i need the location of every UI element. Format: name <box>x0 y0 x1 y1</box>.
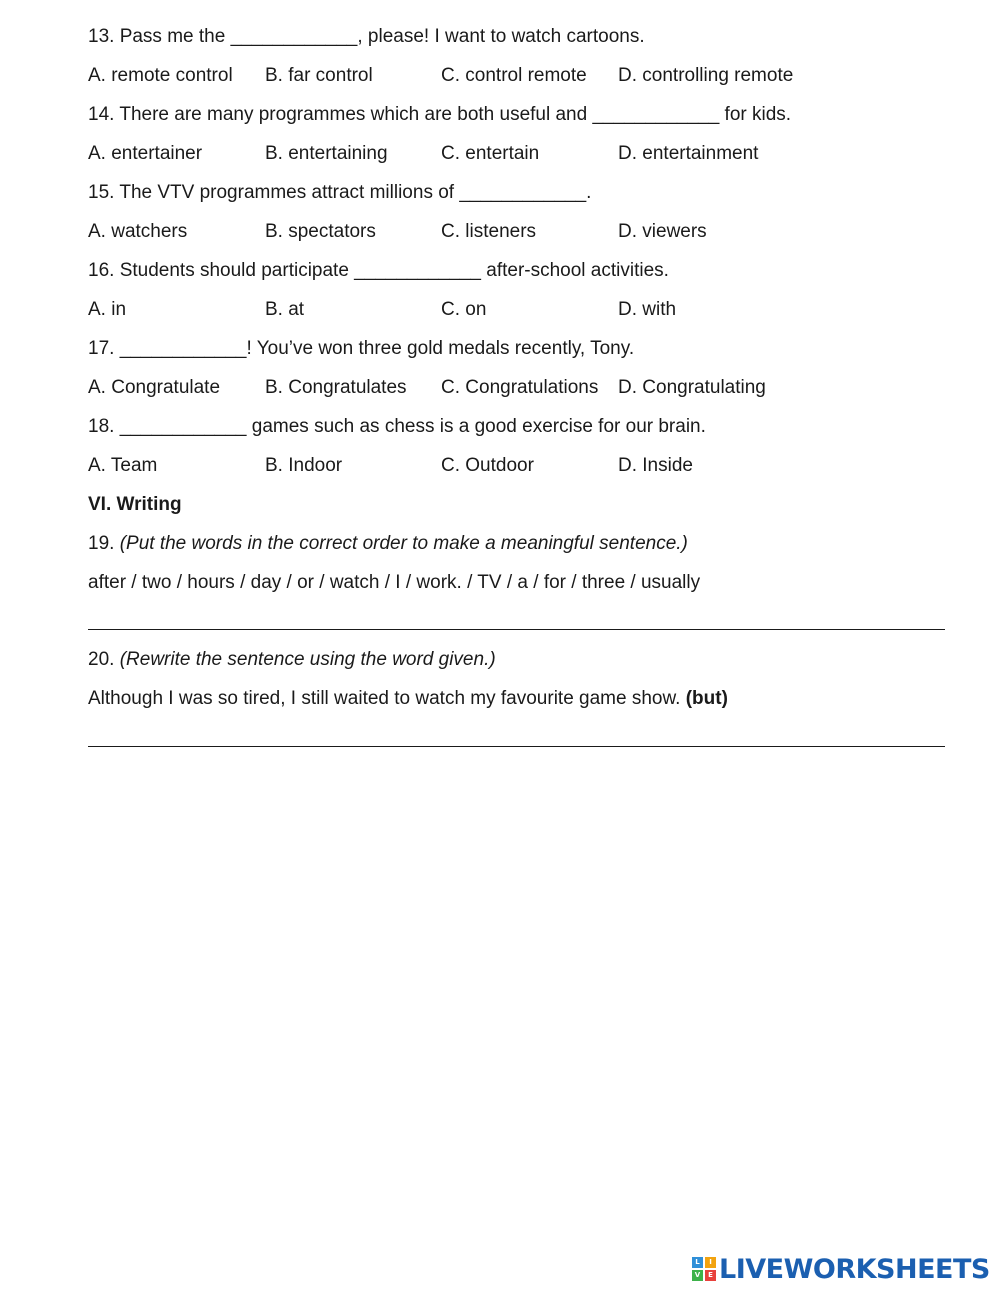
question-15-option-d: D. viewers <box>618 221 707 242</box>
question-14-option-b: B. entertaining <box>265 143 388 164</box>
question-18-option-a: A. Team <box>88 455 158 476</box>
question-20-number: 20. <box>88 649 115 670</box>
question-17-option-a: A. Congratulate <box>88 377 221 398</box>
question-18-option-d: D. Inside <box>618 455 693 476</box>
question-13-option-a: A. remote control <box>88 65 233 86</box>
question-13-option-c: C. control remote <box>441 65 587 86</box>
question-19-instruction: (Put the words in the correct order to make a meaningful sentence.) <box>119 533 688 554</box>
logo-text: LIVEWORKSHEETS <box>719 1253 990 1285</box>
question-15-stem: 15. The VTV programmes attract millions of ____________. <box>88 182 592 203</box>
question-20-answer-line[interactable] <box>88 746 945 747</box>
question-13-option-b: B. far control <box>265 65 373 86</box>
question-19-words: after / two / hours / day / or / watch / I / work. / TV / a / for / three / usually <box>88 572 701 593</box>
question-16-option-a: A. in <box>88 299 127 320</box>
question-14-option-c: C. entertain <box>441 143 540 164</box>
question-13-option-d: D. controlling remote <box>618 65 794 86</box>
question-19-number: 19. <box>88 533 115 554</box>
question-15-option-a: A. watchers <box>88 221 188 242</box>
logo-blocks-icon: L I V E <box>692 1257 716 1281</box>
question-18-stem: 18. ____________ games such as chess is a good exercise for our brain. <box>88 416 706 437</box>
question-16-stem: 16. Students should participate ____________ after-school activities. <box>88 260 669 281</box>
question-14-option-a: A. entertainer <box>88 143 203 164</box>
question-19-answer-line[interactable] <box>88 629 945 630</box>
question-14-option-d: D. entertainment <box>618 143 759 164</box>
question-16-option-b: B. at <box>265 299 305 320</box>
question-16-option-d: D. with <box>618 299 677 320</box>
question-15-option-b: B. spectators <box>265 221 376 242</box>
question-15-option-c: C. listeners <box>441 221 537 242</box>
question-20-given-word: (but) <box>685 688 728 709</box>
question-17-option-c: C. Congratulations <box>441 377 599 398</box>
question-17-option-b: B. Congratulates <box>265 377 407 398</box>
question-16-option-c: C. on <box>441 299 487 320</box>
question-17-stem: 17. ____________! You’ve won three gold medals recently, Tony. <box>88 338 635 359</box>
question-18-option-c: C. Outdoor <box>441 455 534 476</box>
question-13-stem: 13. Pass me the ____________, please! I want to watch cartoons. <box>88 26 645 47</box>
question-20-instruction: (Rewrite the sentence using the word given.) <box>119 649 496 670</box>
question-18-option-b: B. Indoor <box>265 455 343 476</box>
question-19-prompt <box>88 532 688 556</box>
question-14-stem: 14. There are many programmes which are both useful and ____________ for kids. <box>88 104 792 125</box>
question-20-sentence-line <box>88 687 728 711</box>
question-20-prompt <box>88 648 496 672</box>
section-heading-writing: VI. Writing <box>88 494 182 515</box>
question-20-sentence: Although I was so tired, I still waited to watch my favourite game show. <box>88 688 681 709</box>
liveworksheets-logo <box>692 1253 990 1285</box>
question-17-option-d: D. Congratulating <box>618 377 766 398</box>
